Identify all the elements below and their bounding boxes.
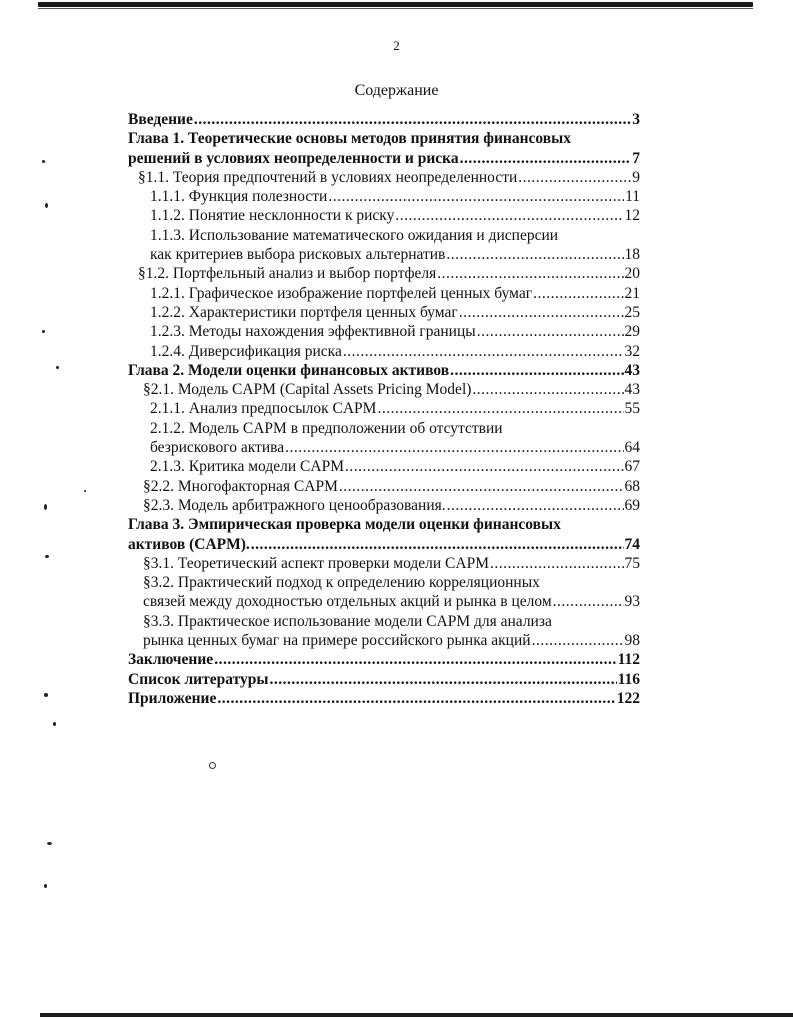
toc-entry-section-3-2[interactable]: §3.2. Практический подход к определению корреляционных [143,574,540,592]
toc-entry-conclusion[interactable]: Заключение ..... 112 [128,650,640,669]
toc-entry-1-2-3[interactable]: 1.2.3. Методы нахождения эффективной границы ..... 29 [128,322,640,341]
scan-speck [44,504,47,510]
toc-entry-intro[interactable]: Введение ..... 3 [128,110,640,129]
scan-speck [209,762,216,769]
toc-entry-appendix[interactable]: Приложение ..... 122 [128,689,640,708]
toc-entry-chapter-1-cont[interactable]: решений в условиях неопределенности и риска ..... 7 [128,149,640,168]
table-of-contents [128,110,640,708]
toc-entry-section-2-3[interactable]: §2.3. Модель арбитражного ценообразования. ..... 69 [128,496,640,515]
scan-speck [44,884,47,888]
toc-entry-1-1-3-cont[interactable]: как критериев выбора рисковых альтернатив ..... 18 [128,245,640,264]
scan-speck [47,842,52,845]
toc-entry-section-1-2[interactable]: §1.2. Портфельный анализ и выбор портфеля ..... 20 [128,264,640,283]
toc-entry-2-1-1[interactable]: 2.1.1. Анализ предпосылок CAPM ..... 55 [128,399,640,418]
scan-speck [44,693,48,697]
toc-entry-section-3-1[interactable]: §3.1. Теоретический аспект проверки модели CAPM ..... 75 [128,554,640,573]
toc-entry-1-1-3[interactable]: 1.1.3. Использование математического ожидания и дисперсии [150,226,559,244]
toc-entry-section-2-2[interactable]: §2.2. Многофакторная CAPM ..... 68 [128,477,640,496]
scan-speck [42,330,45,333]
toc-entry-2-1-2[interactable]: 2.1.2. Модель CAPM в предположении об отсутствии [150,419,503,437]
toc-entry-references[interactable]: Список литературы ..... 116 [128,670,640,689]
toc-entry-section-1-1[interactable]: §1.1. Теория предпочтений в условиях неопределенности ..... 9 [128,168,640,187]
scan-speck [42,160,45,163]
scan-speck [45,555,49,558]
toc-entry-1-2-1[interactable]: 1.2.1. Графическое изображение портфелей ценных бумаг ..... 21 [128,284,640,303]
scan-speck [45,203,48,208]
toc-entry-chapter-1[interactable]: Глава 1. Теоретические основы методов принятия финансовых [128,130,571,148]
toc-entry-chapter-3-cont[interactable]: активов (CAPM). ..... 74 [128,535,640,554]
scan-edge-top [38,2,753,7]
toc-entry-section-3-3-cont[interactable]: рынка ценных бумаг на примере российского рынка акций ..... 98 [128,631,640,650]
toc-title: Содержание [354,82,439,99]
scan-speck [53,722,56,726]
toc-entry-2-1-3[interactable]: 2.1.3. Критика модели CAPM ..... 67 [128,457,640,476]
toc-entry-section-3-2-cont[interactable]: связей между доходностью отдельных акций и рынка в целом ..... 93 [128,592,640,611]
toc-entry-chapter-3[interactable]: Глава 3. Эмпирическая проверка модели оценки финансовых [128,516,561,534]
toc-entry-section-3-3[interactable]: §3.3. Практическое использование модели CAPM для анализа [143,612,552,630]
toc-entry-1-1-2[interactable]: 1.1.2. Понятие несклонности к риску ..... 12 [128,206,640,225]
toc-entry-1-1-1[interactable]: 1.1.1. Функция полезности ..... 11 [128,187,640,206]
toc-entry-1-2-4[interactable]: 1.2.4. Диверсификация риска ..... 32 [128,342,640,361]
scan-speck [84,490,86,492]
page-number: 2 [393,38,400,53]
scan-edge-top-line [38,8,753,9]
toc-entry-section-2-1[interactable]: §2.1. Модель CAPM (Capital Assets Pricing Model) ..... 43 [128,380,640,399]
toc-entry-1-2-2[interactable]: 1.2.2. Характеристики портфеля ценных бумаг ..... 25 [128,303,640,322]
toc-entry-chapter-2[interactable]: Глава 2. Модели оценки финансовых активов ..... 43 [128,361,640,380]
toc-entry-2-1-2-cont[interactable]: безрискового актива ..... 64 [128,438,640,457]
scan-edge-bottom [40,1013,793,1017]
scan-speck [56,366,59,369]
